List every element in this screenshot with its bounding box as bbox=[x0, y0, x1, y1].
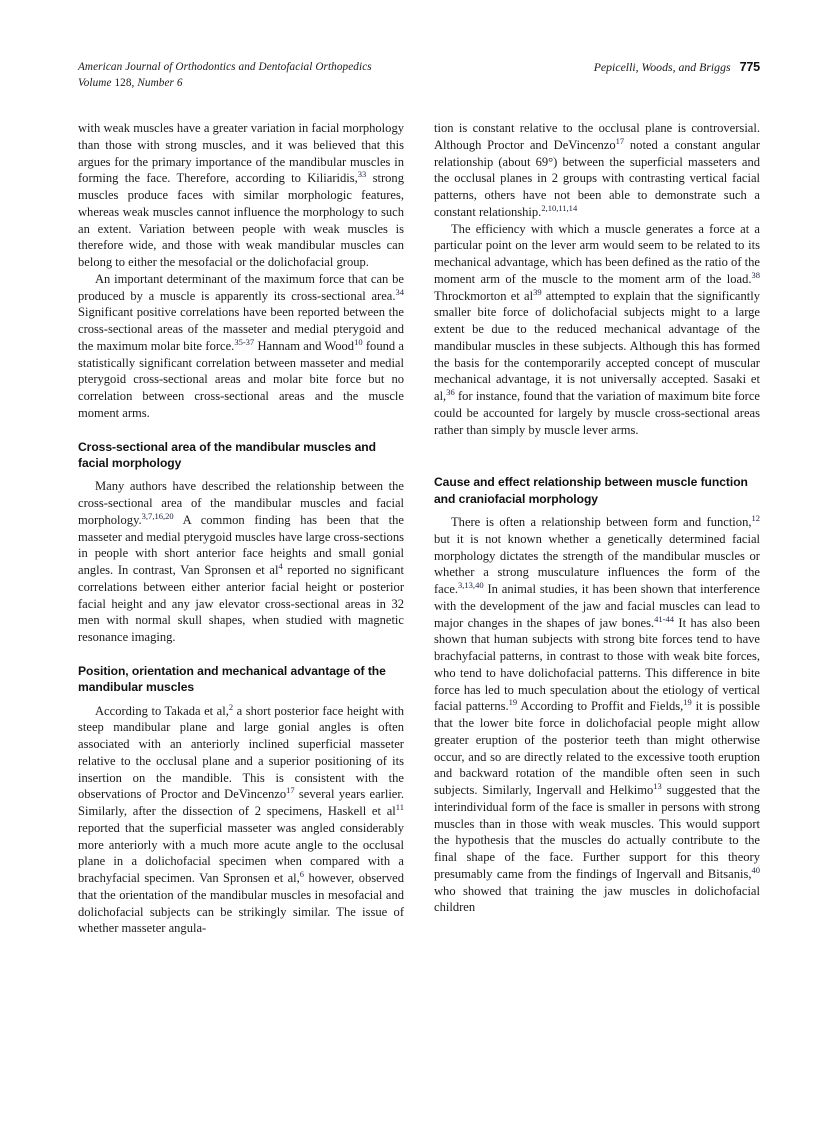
journal-title: American Journal of Orthodontics and Dentofacial Orthopedics bbox=[78, 61, 372, 73]
citation-ref: 11 bbox=[395, 801, 404, 812]
para-text: who showed that training the jaw muscles in dolichofacial children bbox=[434, 883, 760, 915]
spacer bbox=[78, 646, 404, 663]
para-text: The efficiency with which a muscle generates a force at a particular point on the lever arm would seem to be related to its mechanical advantage, which has been defined as the ratio of the moment arm of the muscle to the moment arm of the load. bbox=[434, 221, 760, 286]
citation-ref: 6 bbox=[299, 868, 305, 879]
section-heading-position-orientation: Position, orientation and mechanical advantage of the mandibular muscles bbox=[78, 663, 386, 695]
para-text: In animal studies, it has been shown that interference with the development of the jaw and facial muscles can lead to major changes in the shapes of jaw bones. bbox=[434, 582, 760, 630]
paragraph bbox=[78, 478, 404, 646]
para-text: a short posterior face height with steep mandibular plane and large gonial angles is often associated with an anteriorly inclined superficial masseter relative to the occlusal plane and a superior positioning of its insertion on the mandible. This is consistent with the observations of Proctor and DeVincenzo bbox=[78, 703, 405, 802]
volume-label-suffix: , Number 6 bbox=[131, 76, 183, 89]
citation-ref: 3,13,40 bbox=[458, 579, 484, 590]
para-text: it is possible that the lower bite force in dolichofacial people might allow greater eruption of the posterior teeth than might otherwise occur, and so are directly related to the excessive tooth eruption and backward rotation of the mandible often seen in such subjects. Similarly, Ingervall and Helkimo bbox=[434, 699, 760, 798]
citation-ref: 2 bbox=[228, 701, 234, 712]
running-head bbox=[78, 60, 760, 94]
para-text: suggested that the interindividual form of the face is smaller in persons with strong muscles than in those with weak muscles. This would support the hypothesis that the muscles do actually contribute to the final shape of the face. Further support for this theory presumably came from the findings of Ingervall and Bitsanis, bbox=[434, 783, 760, 881]
para-text: noted a constant angular relationship (about 69°) between the superficial masseters and the occlusal planes in 2 groups with contrasting vertical facial patterns, others have not been able to demonstrate such a constant relationship. bbox=[434, 137, 761, 219]
spacer bbox=[434, 438, 760, 474]
citation-ref: 41-44 bbox=[654, 613, 675, 624]
running-head-authors: Pepicelli, Woods, and Briggs bbox=[593, 60, 731, 74]
citation-ref: 19 bbox=[683, 697, 692, 708]
journal-title-block bbox=[78, 60, 372, 91]
citation-ref: 36 bbox=[446, 386, 455, 397]
volume-label-prefix: Volume bbox=[78, 76, 115, 89]
spacer bbox=[78, 422, 404, 439]
citation-ref: 34 bbox=[395, 286, 404, 297]
left-column bbox=[78, 120, 404, 937]
para-text: There is often a relationship between form and function, bbox=[451, 515, 752, 530]
para-text: An important determinant of the maximum force that can be produced by a muscle is apparently its cross-sectional area. bbox=[78, 271, 404, 303]
para-text: found a statistically significant correlation between masseter and medial pterygoid cross-sectional areas and molar bite force but no correlation between cross-sectional areas and the muscle moment arms. bbox=[78, 338, 404, 420]
citation-ref: 40 bbox=[751, 864, 760, 875]
para-text: According to Takada et al, bbox=[95, 703, 229, 718]
paragraph bbox=[434, 120, 760, 221]
para-text: for instance, found that the variation of maximum bite force could be accounted for largely by muscle cross-sectional areas rather than simply by muscle lever arms. bbox=[434, 389, 760, 437]
citation-ref: 17 bbox=[615, 135, 625, 146]
right-column bbox=[434, 120, 760, 916]
citation-ref: 39 bbox=[533, 286, 542, 297]
para-text: reported that the superficial masseter was angled considerably more anteriorly with a much more acute angle to the occlusal plane in a dolichofacial specimen when compared with a brachyfacial specimen. Van Spronsen et al, bbox=[78, 820, 404, 886]
volume-number: 128 bbox=[114, 76, 132, 89]
para-text: attempted to explain that the significantly smaller bite force of dolichofacial subjects might to a large extent be due to the reduced mechanical advantage of the mandibular muscles in these subjects. Although this has formed the basis for the contemporarily accepted concept of muscular mechanical advantage, it is not universally accepted. Sasaki et al, bbox=[434, 288, 760, 403]
para-text: however, observed that the orientation of the mandibular muscles in mesofacial and dolichofacial subjects can be strikingly similar. The issue of whether masseter angula- bbox=[78, 871, 404, 936]
citation-ref: 19 bbox=[508, 697, 518, 708]
section-heading-cross-sectional-area: Cross-sectional area of the mandibular muscles and facial morphology bbox=[78, 439, 376, 470]
citation-ref: 10 bbox=[354, 336, 363, 347]
citation-ref: 38 bbox=[751, 269, 760, 280]
para-text: but it is not known whether a genetically determined facial morphology dictates the strength of the mandibular muscles or whether a strong musculature influences the form of the face. bbox=[434, 531, 760, 597]
citation-ref: 33 bbox=[357, 169, 367, 180]
citation-ref: 13 bbox=[653, 780, 662, 791]
journal-volume-line bbox=[78, 76, 372, 92]
citation-ref: 35-37 bbox=[234, 336, 255, 347]
para-text: Throckmorton et al bbox=[434, 288, 534, 303]
para-text: It has also been shown that human subjects with strong bite forces tend to have brachyfacial patterns, in contrast to those with weak bite forces, who tend to have dolichofacial patterns. This difference in bite force has led to much speculation about the etiology of vertical facial patterns. bbox=[434, 615, 760, 714]
authors-and-page bbox=[594, 60, 760, 75]
para-text: strong muscles produce faces with similar morphologic features, whereas weak muscles cannot influence the morphology to such an extent. Variation between people with weak muscles is therefore wide, and those with weak mandibular muscles can belong to either the mesofacial or the dolichofacial group. bbox=[78, 171, 404, 269]
citation-ref: 4 bbox=[278, 560, 283, 571]
paragraph bbox=[78, 271, 404, 422]
section-heading-cause-and-effect: Cause and effect relationship between muscle function and craniofacial morphology bbox=[434, 475, 748, 506]
spacer bbox=[78, 696, 404, 703]
spacer bbox=[78, 471, 404, 478]
citation-ref: 12 bbox=[751, 512, 760, 523]
citation-ref: 3,7,16,20 bbox=[141, 510, 174, 521]
para-text: tion is constant relative to the occlusal plane is controversial. Although Proctor and DeVincenzo bbox=[434, 121, 760, 152]
para-text: Significant positive correlations have been reported between the cross-sectional areas of the masseter and medial pterygoid and the maximum molar bite force. bbox=[78, 305, 404, 353]
para-text: A common finding has been that the masseter and medial pterygoid muscles have large cross-sections in people with short anterior face heights and small gonial angles. In contrast, Van Spronsen et al bbox=[78, 512, 404, 578]
spacer bbox=[434, 507, 760, 514]
para-text: Many authors have described the relationship between the cross-sectional area of the mandibular muscles and facial morphology. bbox=[78, 479, 404, 527]
paragraph bbox=[434, 514, 760, 916]
paragraph bbox=[434, 221, 760, 439]
citation-ref: 17 bbox=[286, 785, 295, 796]
para-text: several years earlier. Similarly, after the dissection of 2 specimens, Haskell et al bbox=[78, 787, 405, 819]
paragraph bbox=[78, 703, 404, 938]
para-text: Hannam and Wood bbox=[254, 338, 355, 353]
para-text: According to Proffit and Fields, bbox=[517, 699, 684, 714]
page-number: 775 bbox=[739, 60, 760, 74]
para-text: reported no significant correlations between either anterior facial height or posterior facial height and any jaw elevator cross-sectional areas in 32 men with normal skull shapes, when studied with magnetic resonance imaging. bbox=[78, 563, 404, 645]
citation-ref: 2,10,11,14 bbox=[541, 202, 578, 213]
para-text: with weak muscles have a greater variation in facial morphology than those with strong muscles, and it was believed that this argues for the primary importance of the mandibular muscles in forming the face. Therefore, according to Kiliaridis, bbox=[78, 121, 404, 186]
paragraph bbox=[78, 120, 404, 271]
